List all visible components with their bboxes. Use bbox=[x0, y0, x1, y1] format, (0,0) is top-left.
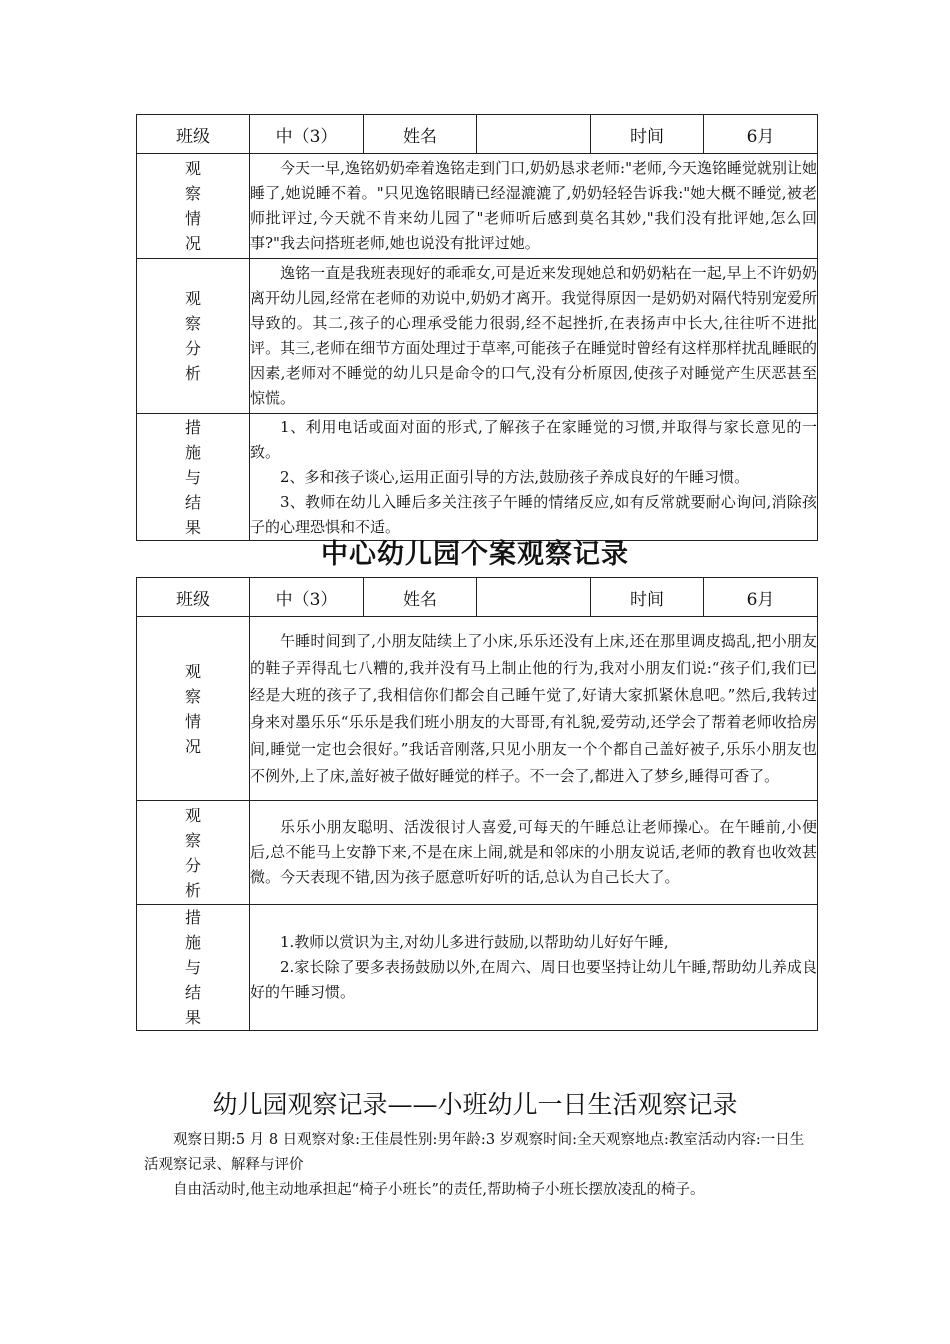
observation-situation-label: 观 察 情 况 bbox=[137, 154, 250, 259]
observation-meta-line: 观察日期:5 月 8 日观察对象:王佳晨性别:男年龄:3 岁观察时间:全天观察地点:教室活动内容:一日生活观察记录、解释与评价 bbox=[144, 1132, 805, 1173]
measures-results-text: 1、利用电话或面对面的形式,了解孩子在家睡觉的习惯,并取得与家长意见的一致。 2、多和孩子谈心,运用正面引导的方法,鼓励孩子养成良好的午睡习惯。 3、教师在幼儿入睡后多关注孩子午睡的情绪反应,如有反常就要耐心询问,消除孩子的心理恐惧和不适。 bbox=[250, 414, 818, 541]
class-label: 班级 bbox=[137, 578, 250, 617]
observation-situation-text: 今天一早,逸铭奶奶牵着逸铭走到门口,奶奶恳求老师:"老师,今天逸铭睡觉就别让她睡了,她说睡不着。"只见逸铭眼睛已经湿漉漉了,奶奶轻轻告诉我:"她大概不睡觉,被老师批评过,今天就不肯来幼儿园了"老师听后感到莫名其妙,"我们没有批评她,怎么回事?"我去问搭班老师,她也说没有批评过她。 bbox=[250, 154, 818, 259]
measures-results-row bbox=[137, 414, 818, 541]
observation-analysis-text: 乐乐小朋友聪明、活泼很讨人喜爱,可每天的午睡总让老师操心。在午睡前,小便后,总不能马上安静下来,不是在床上闹,就是和邻床的小朋友说话,老师的教育也收效甚微。今天表现不错,因为孩子愿意听好听的话,总认为自己长大了。 bbox=[250, 801, 818, 905]
observation-body-line: 自由活动时,他主动地承担起“椅子小班长”的责任,帮助椅子小班长摆放凌乱的椅子。 bbox=[173, 1182, 705, 1198]
observation-situation-row bbox=[137, 154, 818, 259]
class-label: 班级 bbox=[137, 115, 250, 154]
observation-situation-text: 午睡时间到了,小朋友陆续上了小床,乐乐还没有上床,还在那里调皮捣乱,把小朋友的鞋子弄得乱七八糟的,我并没有马上制止他的行为,我对小朋友们说:“孩子们,我们已经是大班的孩子了,我相信你们都会自己睡午觉了,好请大家抓紧休息吧。”然后,我转过身来对墨乐乐“乐乐是我们班小朋友的大哥哥,有礼貌,爱劳动,还学会了帮着老师收拾房间,睡觉一定也会很好。”我话音刚落,只见小朋友一个个都自己盖好被子,乐乐小朋友也不例外,上了床,盖好被子做好睡觉的样子。不一会了,都进入了梦乡,睡得可香了。 bbox=[250, 617, 818, 801]
observation-info bbox=[144, 1128, 814, 1203]
time-label: 时间 bbox=[591, 578, 704, 617]
name-label: 姓名 bbox=[364, 115, 477, 154]
class-value: 中（3） bbox=[250, 115, 364, 154]
observation-analysis-label: 观 察 分 析 bbox=[137, 801, 250, 905]
observation-analysis-row bbox=[137, 259, 818, 414]
document-title: 中心幼儿园个案观察记录 bbox=[321, 539, 629, 570]
observation-analysis-row bbox=[137, 801, 818, 905]
name-value bbox=[477, 115, 591, 154]
record-header-row bbox=[137, 115, 818, 154]
observation-situation-row bbox=[137, 617, 818, 801]
time-value: 6月 bbox=[704, 115, 818, 154]
time-value: 6月 bbox=[704, 578, 818, 617]
record-header-row bbox=[137, 578, 818, 617]
observation-analysis-label: 观 察 分 析 bbox=[137, 259, 250, 414]
measures-results-label: 措 施 与 结 果 bbox=[137, 414, 250, 541]
observation-analysis-text: 逸铭一直是我班表现好的乖乖女,可是近来发现她总和奶奶粘在一起,早上不许奶奶离开幼儿园,经常在老师的劝说中,奶奶才离开。我觉得原因一是奶奶对隔代特别宠爱所导致的。其二,孩子的心理承受能力很弱,经不起挫折,在表扬声中长大,往往听不进批评。其三,老师在细节方面处理过于草率,可能孩子在睡觉时曾经有这样那样扰乱睡眠的因素,老师对不睡觉的幼儿只是命令的口气,没有分析原因,使孩子对睡觉产生厌恶甚至惊慌。 bbox=[250, 259, 818, 414]
measures-results-label: 措 施 与 结 果 bbox=[137, 905, 250, 1031]
observation-record-table-2 bbox=[136, 577, 818, 1031]
measures-results-row bbox=[137, 905, 818, 1031]
class-value: 中（3） bbox=[250, 578, 364, 617]
section-title: 幼儿园观察记录——小班幼儿一日生活观察记录 bbox=[212, 1090, 738, 1119]
observation-record-table-1 bbox=[136, 114, 818, 541]
observation-situation-label: 观 察 情 况 bbox=[137, 617, 250, 801]
name-value bbox=[477, 578, 591, 617]
name-label: 姓名 bbox=[364, 578, 477, 617]
time-label: 时间 bbox=[591, 115, 704, 154]
measures-results-text: 1.教师以赏识为主,对幼儿多进行鼓励,以帮助幼儿好好午睡, 2.家长除了要多表扬鼓励以外,在周六、周日也要坚持让幼儿午睡,帮助幼儿养成良好的午睡习惯。 bbox=[250, 905, 818, 1031]
